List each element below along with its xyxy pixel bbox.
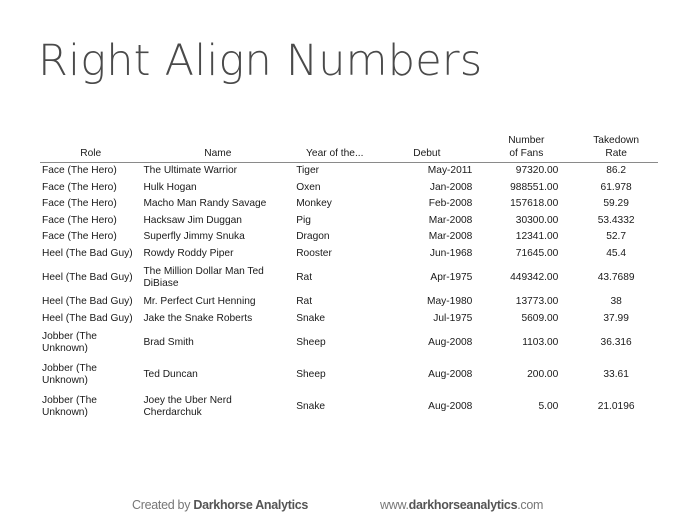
table-row xyxy=(40,163,658,180)
cell-debut: Aug-2008 xyxy=(428,368,473,380)
cell-rate: 43.7689 xyxy=(597,271,635,283)
table-row xyxy=(40,246,658,263)
cell-rate: 59.29 xyxy=(603,198,629,209)
cell-year: Pig xyxy=(296,214,311,226)
header-name: Name xyxy=(141,134,294,163)
table-row xyxy=(40,391,658,423)
table-row xyxy=(40,196,658,213)
cell-fans: 988551.00 xyxy=(510,181,559,193)
cell-rate: 45.4 xyxy=(606,247,627,259)
cell-role: Face (The Hero) xyxy=(42,214,117,226)
cell-name: Brad Smith xyxy=(143,336,194,348)
data-table xyxy=(40,134,658,423)
cell-rate: 53.4332 xyxy=(597,214,635,226)
cell-rate: 36.316 xyxy=(600,336,632,348)
cell-year: Sheep xyxy=(296,336,326,348)
table-row xyxy=(40,180,658,197)
table-row xyxy=(40,311,658,328)
table-row xyxy=(40,327,658,359)
cell-debut: Mar-2008 xyxy=(428,231,473,242)
cell-role: Heel (The Bad Guy) xyxy=(42,296,133,307)
cell-year: Snake xyxy=(296,400,326,412)
cell-debut: Mar-2008 xyxy=(428,214,473,226)
table-row xyxy=(40,359,658,391)
cell-debut: Aug-2008 xyxy=(428,400,473,412)
footer-url[interactable] xyxy=(380,498,543,512)
cell-fans: 12341.00 xyxy=(515,231,559,242)
cell-year: Rat xyxy=(296,271,313,283)
cell-name: Macho Man Randy Savage xyxy=(143,198,267,209)
cell-fans: 200.00 xyxy=(527,368,559,380)
cell-name: Joey the Uber Nerd Cherdarchuk xyxy=(143,394,232,418)
table-row xyxy=(40,213,658,230)
table-row xyxy=(40,262,658,294)
cell-year: Sheep xyxy=(296,368,326,380)
cell-fans: 449342.00 xyxy=(510,271,559,283)
cell-role: Face (The Hero) xyxy=(42,165,117,176)
cell-rate: 38 xyxy=(610,296,622,307)
cell-year: Tiger xyxy=(296,165,320,176)
footer-credit xyxy=(132,498,308,512)
header-debut: Debut xyxy=(375,134,478,163)
cell-year: Oxen xyxy=(296,181,321,193)
cell-debut: Jun-1968 xyxy=(429,247,473,259)
cell-name: Ted Duncan xyxy=(143,368,198,380)
page-title: Right Align Numbers xyxy=(38,36,483,86)
cell-role: Heel (The Bad Guy) xyxy=(42,312,133,324)
cell-name: The Ultimate Warrior xyxy=(143,165,238,176)
footer-url-brand: darkhorseanalytics xyxy=(408,498,518,512)
cell-role: Face (The Hero) xyxy=(42,198,117,209)
header-role: Role xyxy=(40,134,141,163)
table-header-row xyxy=(40,134,658,163)
cell-role: Jobber (The Unknown) xyxy=(42,394,97,418)
cell-fans: 13773.00 xyxy=(515,296,559,307)
footer-url-prefix: www. xyxy=(380,498,409,512)
footer-credit-brand: Darkhorse Analytics xyxy=(193,498,309,512)
table-row xyxy=(40,294,658,311)
cell-year: Monkey xyxy=(296,198,332,209)
cell-name: Hulk Hogan xyxy=(143,181,197,193)
cell-role: Heel (The Bad Guy) xyxy=(42,247,133,259)
cell-rate: 33.61 xyxy=(603,368,629,380)
cell-name: The Million Dollar Man Ted DiBiase xyxy=(143,265,264,289)
cell-name: Hacksaw Jim Duggan xyxy=(143,214,242,226)
header-year: Year of the... xyxy=(294,134,375,163)
cell-name: Jake the Snake Roberts xyxy=(143,312,253,324)
cell-rate: 61.978 xyxy=(600,181,632,193)
cell-year: Rat xyxy=(296,296,313,307)
cell-role: Face (The Hero) xyxy=(42,181,117,193)
cell-debut: Aug-2008 xyxy=(428,336,473,348)
cell-debut: Jul-1975 xyxy=(433,312,473,324)
cell-fans: 5609.00 xyxy=(521,312,559,324)
cell-name: Mr. Perfect Curt Henning xyxy=(143,296,256,307)
cell-debut: May-2011 xyxy=(427,165,473,176)
cell-role: Jobber (The Unknown) xyxy=(42,330,97,354)
cell-rate: 86.2 xyxy=(606,165,627,176)
cell-fans: 157618.00 xyxy=(510,198,559,209)
cell-fans: 97320.00 xyxy=(515,165,559,176)
cell-name: Superfly Jimmy Snuka xyxy=(143,231,245,242)
footer-url-suffix: .com xyxy=(517,498,544,512)
header-rate: Takedown Rate xyxy=(574,134,658,163)
cell-role: Heel (The Bad Guy) xyxy=(42,271,133,283)
cell-rate: 52.7 xyxy=(606,231,627,242)
cell-year: Rooster xyxy=(296,247,332,259)
cell-fans: 71645.00 xyxy=(515,247,559,259)
footer-credit-prefix: Created by xyxy=(132,498,191,512)
cell-role: Jobber (The Unknown) xyxy=(42,362,97,386)
header-fans: Number of Fans xyxy=(478,134,574,163)
cell-debut: Feb-2008 xyxy=(428,198,473,209)
cell-debut: May-1980 xyxy=(427,296,473,307)
cell-role: Face (The Hero) xyxy=(42,231,117,242)
cell-name: Rowdy Roddy Piper xyxy=(143,247,234,259)
table-row xyxy=(40,229,658,246)
cell-year: Dragon xyxy=(296,231,330,242)
cell-year: Snake xyxy=(296,312,326,324)
cell-debut: Jan-2008 xyxy=(429,181,473,193)
cell-rate: 37.99 xyxy=(603,312,629,324)
cell-debut: Apr-1975 xyxy=(430,271,473,283)
cell-fans: 30300.00 xyxy=(515,214,559,226)
cell-fans: 5.00 xyxy=(538,400,559,412)
cell-rate: 21.0196 xyxy=(597,400,635,412)
cell-fans: 1103.00 xyxy=(522,336,559,348)
